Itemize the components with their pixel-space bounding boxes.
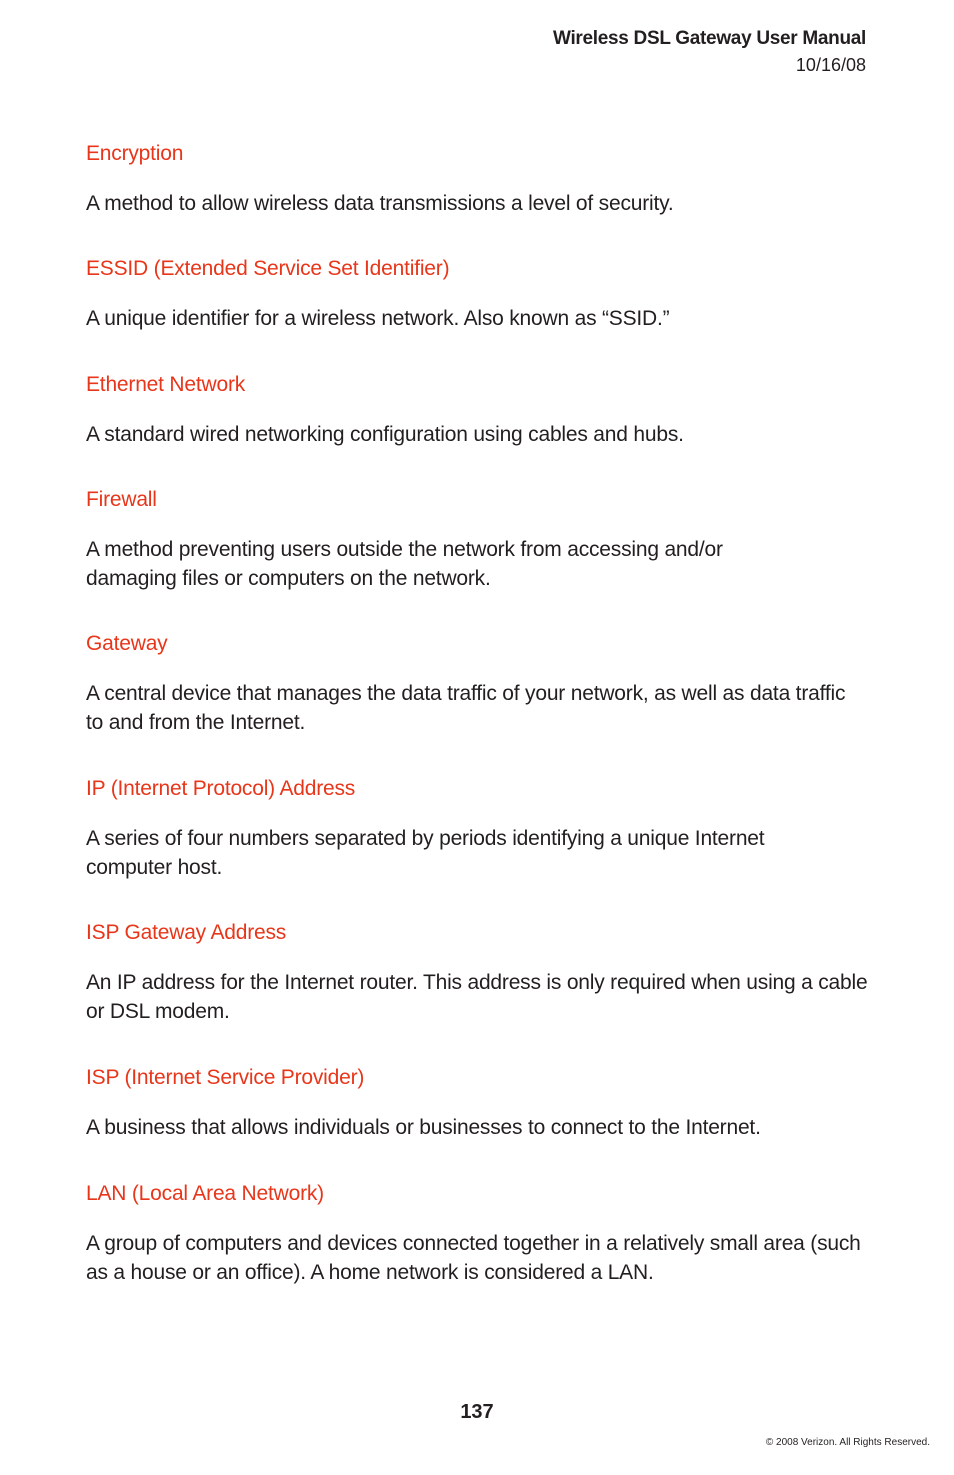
glossary-definition: A method preventing users outside the network from accessing and/or damaging files or computers on the network.	[86, 538, 723, 590]
manual-date: 10/16/08	[795, 55, 866, 75]
page-header	[553, 26, 866, 78]
glossary-definition: An IP address for the Internet router. This address is only required when using a cable or DSL modem.	[86, 971, 868, 1023]
glossary-definition: A series of four numbers separated by periods identifying a unique Internet computer host.	[86, 827, 765, 879]
page-number: 137	[460, 1401, 494, 1423]
glossary-entry-essid	[86, 254, 876, 333]
glossary-entry-isp-gateway-address	[86, 918, 876, 1026]
glossary-entry-lan	[86, 1179, 876, 1287]
glossary-definition: A unique identifier for a wireless network. Also known as “SSID.”	[86, 307, 670, 330]
copyright-notice: © 2008 Verizon. All Rights Reserved.	[765, 1437, 930, 1448]
glossary-definition: A central device that manages the data traffic of your network, as well as data traffic to and from the Internet.	[86, 682, 846, 734]
glossary-entry-firewall	[86, 485, 876, 593]
glossary-entry-ethernet-network	[86, 370, 876, 449]
glossary-definition: A business that allows individuals or businesses to connect to the Internet.	[86, 1116, 761, 1139]
glossary-term: Firewall	[86, 488, 157, 511]
glossary-term: IP (Internet Protocol) Address	[86, 777, 356, 800]
glossary-entry-isp	[86, 1063, 876, 1142]
glossary-entry-gateway	[86, 629, 876, 737]
glossary-entry-ip-address	[86, 774, 876, 882]
glossary-definition: A standard wired networking configuration using cables and hubs.	[86, 423, 684, 446]
glossary-term: Encryption	[86, 142, 184, 165]
glossary-term: LAN (Local Area Network)	[86, 1182, 324, 1205]
glossary-definition: A group of computers and devices connected together in a relatively small area (such as a house or an office). A home network is considered a LAN.	[86, 1232, 861, 1284]
glossary-term: Gateway	[86, 632, 168, 655]
glossary-term: ISP Gateway Address	[86, 921, 287, 944]
glossary-definition: A method to allow wireless data transmissions a level of security.	[86, 192, 674, 215]
glossary-entry-encryption	[86, 139, 876, 218]
glossary-term: ISP (Internet Service Provider)	[86, 1066, 365, 1089]
glossary-term: Ethernet Network	[86, 373, 246, 396]
manual-title: Wireless DSL Gateway User Manual	[552, 28, 866, 49]
glossary-term: ESSID (Extended Service Set Identifier)	[86, 257, 450, 280]
